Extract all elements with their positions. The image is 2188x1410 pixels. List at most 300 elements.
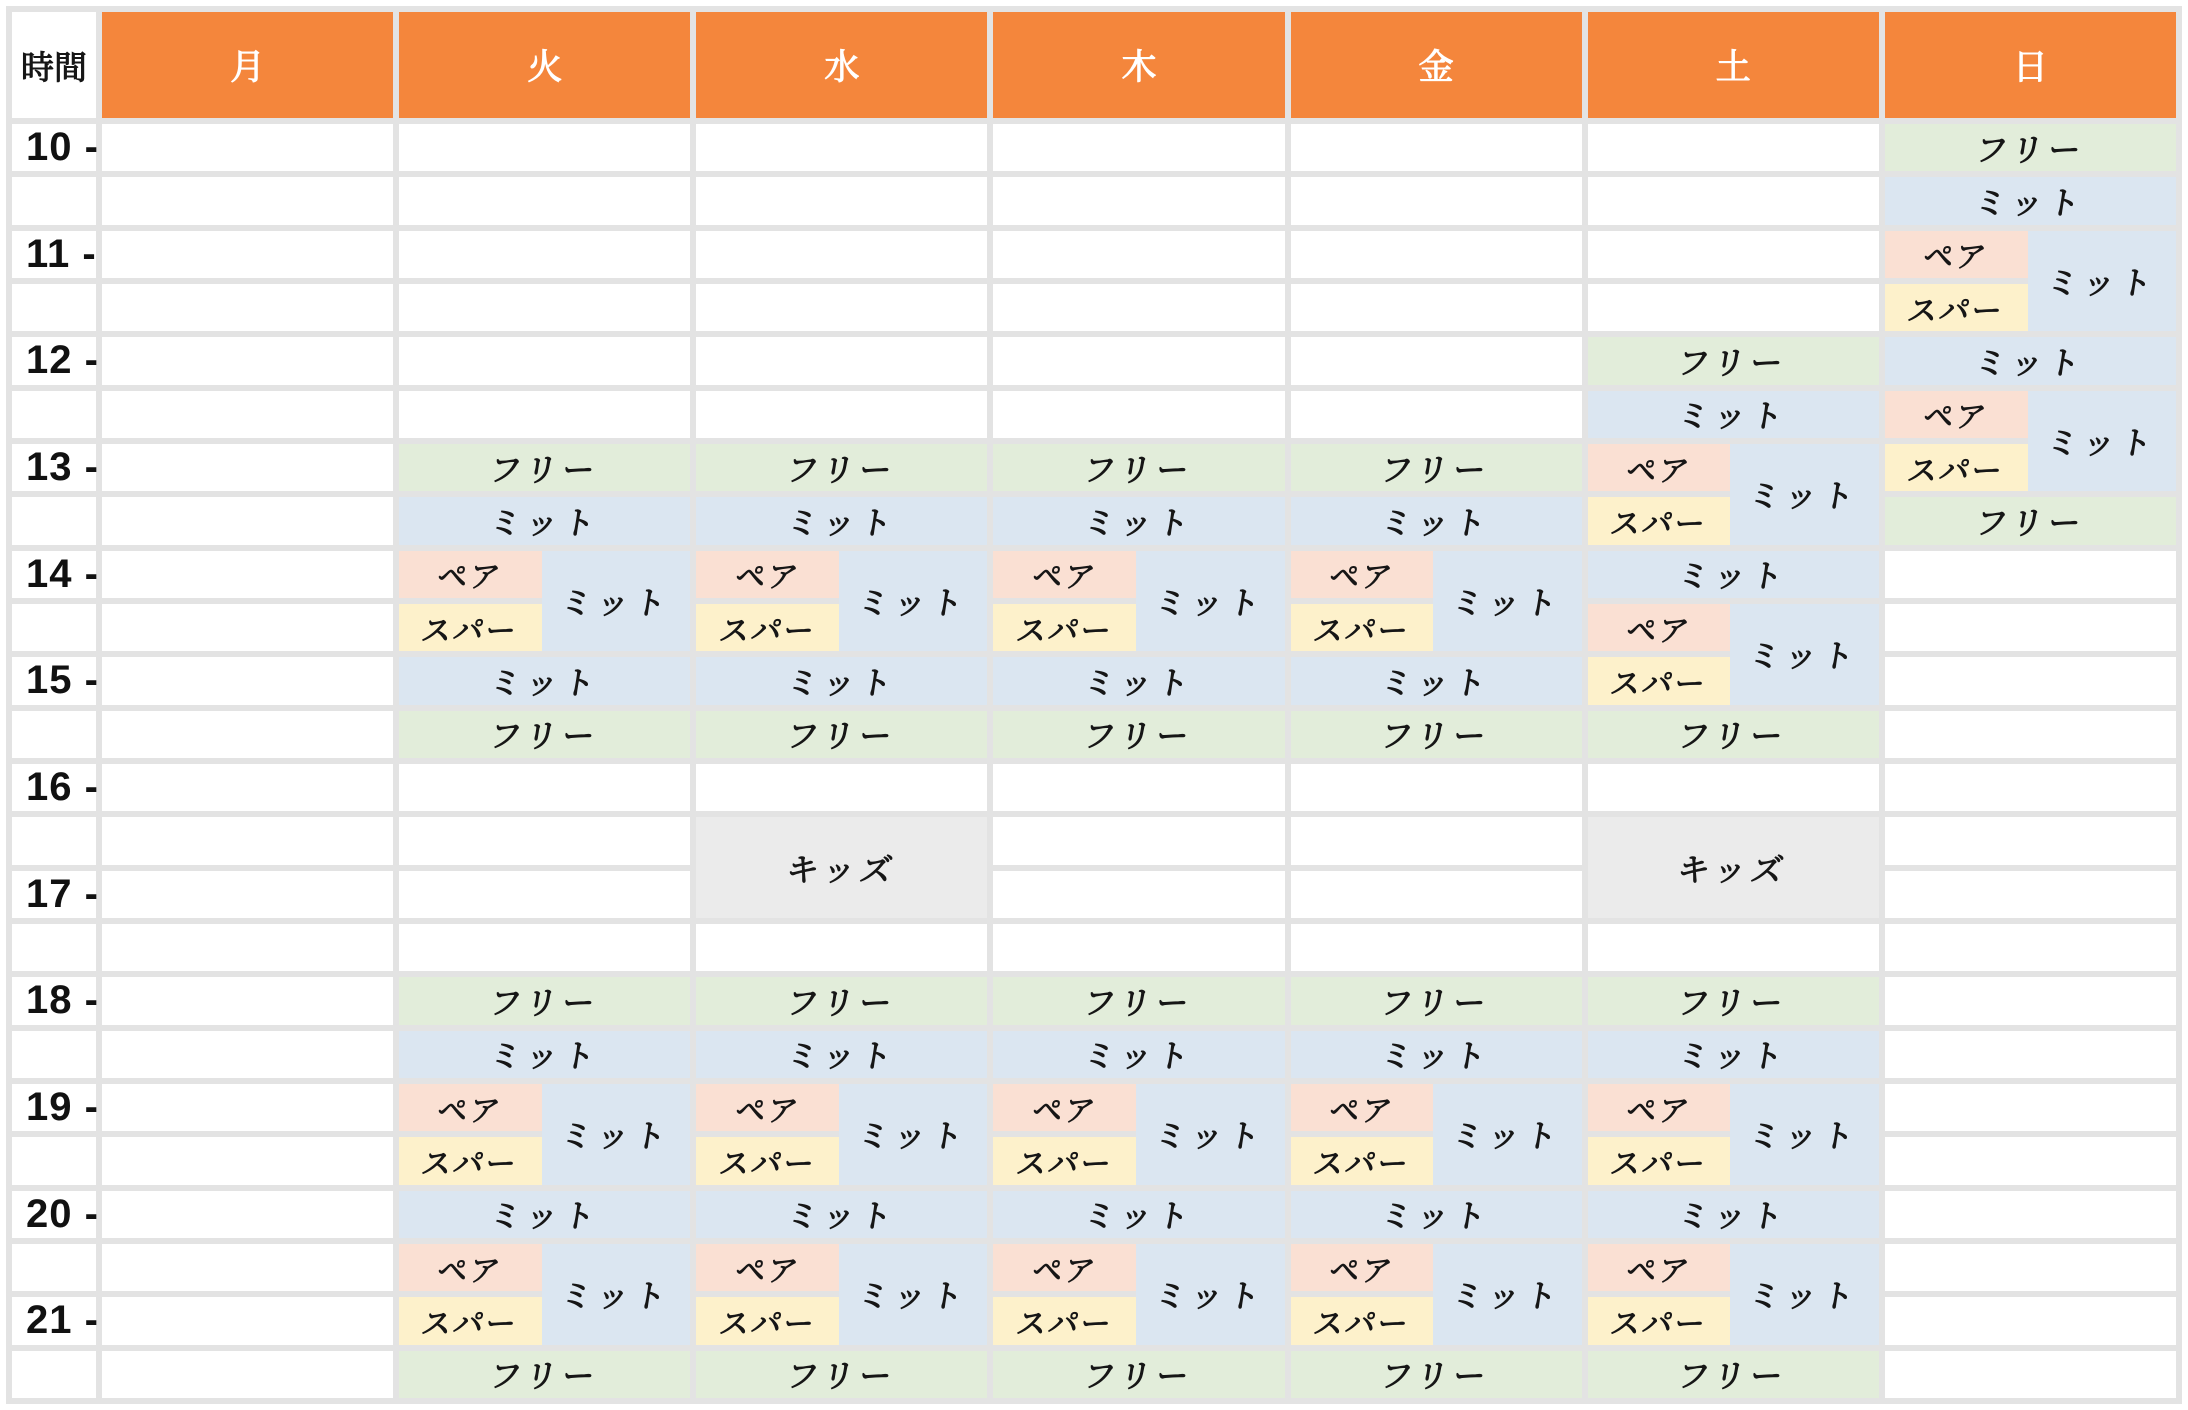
grid-cell xyxy=(696,337,987,384)
mitt-label: ミット xyxy=(854,1118,971,1155)
time-cell xyxy=(12,391,96,438)
mitt-label: ミット xyxy=(1449,1278,1566,1315)
spar-label: スパー xyxy=(419,614,521,648)
spar-label: スパー xyxy=(419,1307,521,1341)
spar-chip xyxy=(1291,604,1434,651)
grid-cell xyxy=(102,657,393,704)
mitt-label: ミット xyxy=(1674,1198,1791,1235)
event-mitt xyxy=(696,497,987,544)
time-cell xyxy=(12,817,96,864)
grid-cell xyxy=(1291,124,1582,171)
time-header: 時間 xyxy=(12,12,96,118)
spar-label: スパー xyxy=(716,614,818,648)
event-pair-spar xyxy=(399,1084,690,1185)
event-mitt xyxy=(1291,1031,1582,1078)
day-header: 土 xyxy=(1588,12,1879,118)
hour-label: 13 - xyxy=(26,445,99,490)
kids-label: キッズ xyxy=(1674,851,1791,888)
event-pair-spar xyxy=(696,551,987,652)
spar-label: スパー xyxy=(419,1147,521,1181)
event-free xyxy=(1885,124,2176,171)
event-free xyxy=(399,1351,690,1398)
spar-label: スパー xyxy=(1607,1147,1710,1181)
mitt-label: ミット xyxy=(486,1038,603,1075)
mitt-area xyxy=(1136,1244,1284,1345)
spar-label: スパー xyxy=(1013,614,1115,648)
free-label: フリー xyxy=(1080,984,1197,1021)
grid-cell xyxy=(1588,924,1879,971)
mitt-label: ミット xyxy=(1151,1278,1269,1315)
grid-cell xyxy=(993,231,1284,278)
grid-cell xyxy=(399,924,690,971)
spar-chip xyxy=(399,1137,542,1184)
grid-cell xyxy=(993,924,1284,971)
pair-label: ペア xyxy=(1029,1094,1099,1128)
pair-label: ペア xyxy=(1029,561,1099,595)
pair-label: ペア xyxy=(1623,614,1694,648)
event-pair-spar xyxy=(399,1244,690,1345)
event-free xyxy=(696,977,987,1024)
mitt-label: ミット xyxy=(557,584,674,621)
spar-chip xyxy=(1588,657,1731,704)
mitt-label: ミット xyxy=(854,584,971,621)
pair-chip xyxy=(993,1244,1136,1291)
mitt-label: ミット xyxy=(1151,1118,1269,1155)
event-mitt xyxy=(399,1031,690,1078)
grid-cell xyxy=(399,124,690,171)
mitt-area xyxy=(1136,1084,1284,1185)
event-free xyxy=(696,444,987,491)
pair-label: ペア xyxy=(1326,1254,1396,1288)
mitt-area xyxy=(542,1244,690,1345)
event-kids xyxy=(696,817,987,918)
grid-cell xyxy=(399,764,690,811)
free-label: フリー xyxy=(783,451,900,488)
grid-cell xyxy=(102,817,393,864)
event-pair-spar xyxy=(1885,391,2176,492)
grid-cell xyxy=(399,817,690,864)
free-label: フリー xyxy=(486,718,603,755)
grid-cell xyxy=(102,444,393,491)
mitt-label: ミット xyxy=(1080,504,1197,541)
event-mitt xyxy=(1588,391,1879,438)
event-free xyxy=(399,444,690,491)
event-free xyxy=(399,711,690,758)
event-pair-spar xyxy=(1588,1244,1879,1345)
event-mitt xyxy=(1291,657,1582,704)
grid-cell xyxy=(993,871,1284,918)
mitt-label: ミット xyxy=(1674,1038,1791,1075)
hour-label: 11 - xyxy=(26,231,97,276)
pair-label: ペア xyxy=(1623,1254,1694,1288)
event-pair-spar xyxy=(993,551,1284,652)
mitt-label: ミット xyxy=(783,664,900,701)
free-label: フリー xyxy=(1675,344,1791,381)
mitt-label: ミット xyxy=(486,1198,603,1235)
spar-chip xyxy=(1588,497,1731,544)
spar-chip xyxy=(993,604,1136,651)
mitt-label: ミット xyxy=(1746,478,1863,515)
mitt-area xyxy=(1730,604,1878,705)
pair-chip xyxy=(1588,1244,1731,1291)
grid-cell xyxy=(102,337,393,384)
grid-cell xyxy=(1885,1031,2176,1078)
mitt-label: ミット xyxy=(1377,504,1494,541)
grid-cell xyxy=(1291,871,1582,918)
event-pair-spar xyxy=(1291,1084,1582,1185)
pair-label: ペア xyxy=(1326,561,1396,595)
grid-cell xyxy=(399,231,690,278)
grid-cell xyxy=(1885,924,2176,971)
grid-cell xyxy=(1291,764,1582,811)
event-mitt xyxy=(1291,497,1582,544)
grid-cell xyxy=(696,284,987,331)
pair-label: ペア xyxy=(732,1254,802,1288)
event-mitt xyxy=(1588,551,1879,598)
free-label: フリー xyxy=(1972,504,2088,541)
grid-cell xyxy=(1291,177,1582,224)
grid-cell xyxy=(1588,177,1879,224)
event-pair-spar xyxy=(399,551,690,652)
hour-label: 17 - xyxy=(26,871,99,916)
day-header: 水 xyxy=(696,12,987,118)
pair-label: ペア xyxy=(1326,1094,1396,1128)
grid-cell xyxy=(696,924,987,971)
hour-label: 15 - xyxy=(26,658,99,703)
grid-cell xyxy=(1885,1297,2176,1344)
mitt-label: ミット xyxy=(1449,584,1566,621)
grid-cell xyxy=(1588,231,1879,278)
grid-cell xyxy=(696,177,987,224)
event-free xyxy=(1291,711,1582,758)
event-mitt xyxy=(1588,1031,1879,1078)
pair-chip xyxy=(1588,604,1731,651)
pair-chip xyxy=(696,1244,839,1291)
spar-chip xyxy=(1885,284,2028,331)
event-pair-spar xyxy=(696,1084,987,1185)
hour-label: 20 - xyxy=(26,1191,99,1236)
event-free xyxy=(1291,444,1582,491)
spar-chip xyxy=(399,1297,542,1344)
mitt-label: ミット xyxy=(1972,344,2089,381)
event-pair-spar xyxy=(1588,1084,1879,1185)
time-cell xyxy=(12,711,96,758)
grid-cell xyxy=(102,1191,393,1238)
grid-cell xyxy=(102,231,393,278)
mitt-label: ミット xyxy=(1377,1198,1494,1235)
free-label: フリー xyxy=(1378,451,1494,488)
pair-chip xyxy=(399,551,542,598)
mitt-area xyxy=(839,1084,987,1185)
grid-cell xyxy=(1885,551,2176,598)
mitt-area xyxy=(839,551,987,652)
grid-cell xyxy=(399,871,690,918)
grid-cell xyxy=(102,604,393,651)
event-free xyxy=(1291,977,1582,1024)
day-header: 木 xyxy=(993,12,1284,118)
spar-label: スパー xyxy=(716,1147,818,1181)
grid-cell xyxy=(399,284,690,331)
mitt-label: ミット xyxy=(2043,424,2160,461)
spar-chip xyxy=(696,604,839,651)
grid-cell xyxy=(399,177,690,224)
spar-chip xyxy=(1588,1297,1731,1344)
event-free xyxy=(399,977,690,1024)
mitt-label: ミット xyxy=(1080,664,1197,701)
event-mitt xyxy=(399,1191,690,1238)
grid-cell xyxy=(993,337,1284,384)
mitt-area xyxy=(1136,551,1284,652)
free-label: フリー xyxy=(1080,718,1197,755)
grid-cell xyxy=(993,124,1284,171)
grid-cell xyxy=(1291,924,1582,971)
grid-cell xyxy=(1885,1084,2176,1131)
mitt-area xyxy=(542,551,690,652)
free-label: フリー xyxy=(1378,718,1494,755)
pair-chip xyxy=(696,1084,839,1131)
time-cell xyxy=(12,1137,96,1184)
time-cell xyxy=(12,1351,96,1398)
event-free xyxy=(993,711,1284,758)
spar-label: スパー xyxy=(1310,1307,1412,1341)
pair-label: ペア xyxy=(1921,401,1991,435)
mitt-area xyxy=(1433,551,1581,652)
grid-cell xyxy=(1885,871,2176,918)
pair-label: ペア xyxy=(732,561,802,595)
pair-label: ペア xyxy=(1623,1094,1694,1128)
mitt-label: ミット xyxy=(557,1118,674,1155)
pair-label: ペア xyxy=(435,1254,505,1288)
event-mitt xyxy=(696,1031,987,1078)
event-mitt xyxy=(993,657,1284,704)
pair-chip xyxy=(1885,231,2028,278)
time-cell xyxy=(12,1031,96,1078)
pair-chip xyxy=(1588,444,1731,491)
event-mitt xyxy=(1885,177,2176,224)
grid-cell xyxy=(102,1031,393,1078)
grid-cell xyxy=(1291,817,1582,864)
time-cell xyxy=(12,284,96,331)
mitt-label: ミット xyxy=(854,1278,971,1315)
mitt-label: ミット xyxy=(1377,1038,1494,1075)
grid-cell xyxy=(102,711,393,758)
spar-chip xyxy=(1885,444,2028,491)
event-mitt xyxy=(993,497,1284,544)
event-mitt xyxy=(993,1031,1284,1078)
mitt-area xyxy=(1730,444,1878,545)
day-header: 日 xyxy=(1885,12,2176,118)
grid-cell xyxy=(102,1084,393,1131)
event-free xyxy=(696,1351,987,1398)
grid-cell xyxy=(1291,284,1582,331)
day-header: 金 xyxy=(1291,12,1582,118)
grid-cell xyxy=(993,764,1284,811)
event-kids xyxy=(1588,817,1879,918)
spar-label: スパー xyxy=(1310,614,1412,648)
grid-cell xyxy=(1885,977,2176,1024)
free-label: フリー xyxy=(783,718,900,755)
pair-chip xyxy=(1291,1084,1434,1131)
free-label: フリー xyxy=(486,1358,603,1395)
event-free xyxy=(993,977,1284,1024)
pair-chip xyxy=(993,551,1136,598)
event-free xyxy=(993,444,1284,491)
grid-cell xyxy=(1885,817,2176,864)
event-pair-spar xyxy=(696,1244,987,1345)
pair-chip xyxy=(993,1084,1136,1131)
time-cell xyxy=(12,1244,96,1291)
mitt-label: ミット xyxy=(486,504,603,541)
free-label: フリー xyxy=(1972,131,2088,168)
grid-cell xyxy=(993,177,1284,224)
mitt-label: ミット xyxy=(1972,184,2089,221)
mitt-label: ミット xyxy=(1674,558,1791,595)
event-pair-spar xyxy=(1885,231,2176,332)
grid-cell xyxy=(696,391,987,438)
event-pair-spar xyxy=(993,1244,1284,1345)
hour-label: 18 - xyxy=(26,978,99,1023)
grid-cell xyxy=(1885,711,2176,758)
hour-label: 10 - xyxy=(26,125,99,170)
grid-cell xyxy=(696,124,987,171)
grid-cell xyxy=(102,1244,393,1291)
grid-cell xyxy=(1885,657,2176,704)
mitt-label: ミット xyxy=(1746,1278,1863,1315)
spar-chip xyxy=(1588,1137,1731,1184)
free-label: フリー xyxy=(486,984,603,1021)
event-mitt xyxy=(1588,1191,1879,1238)
free-label: フリー xyxy=(1675,718,1791,755)
event-pair-spar xyxy=(1291,551,1582,652)
kids-label: キッズ xyxy=(783,851,900,888)
event-mitt xyxy=(696,657,987,704)
pair-label: ペア xyxy=(732,1094,802,1128)
free-label: フリー xyxy=(783,984,900,1021)
spar-chip xyxy=(696,1137,839,1184)
grid-cell xyxy=(399,391,690,438)
time-cell xyxy=(12,497,96,544)
event-free xyxy=(1588,711,1879,758)
time-cell xyxy=(12,177,96,224)
spar-label: スパー xyxy=(1905,294,2007,328)
event-pair-spar xyxy=(1291,1244,1582,1345)
grid-cell xyxy=(993,817,1284,864)
event-free xyxy=(1885,497,2176,544)
day-header: 月 xyxy=(102,12,393,118)
spar-label: スパー xyxy=(1013,1307,1115,1341)
grid-cell xyxy=(1885,1244,2176,1291)
mitt-label: ミット xyxy=(1080,1038,1197,1075)
event-pair-spar xyxy=(1588,604,1879,705)
pair-chip xyxy=(1291,1244,1434,1291)
mitt-area xyxy=(1730,1244,1878,1345)
event-free xyxy=(1588,337,1879,384)
mitt-label: ミット xyxy=(1746,1118,1863,1155)
grid-cell xyxy=(1291,231,1582,278)
spar-chip xyxy=(993,1297,1136,1344)
hour-label: 19 - xyxy=(26,1085,99,1130)
pair-chip xyxy=(1291,551,1434,598)
grid-cell xyxy=(102,764,393,811)
hour-label: 21 - xyxy=(26,1298,99,1343)
pair-chip xyxy=(696,551,839,598)
spar-label: スパー xyxy=(1013,1147,1115,1181)
event-free xyxy=(1291,1351,1582,1398)
grid-cell xyxy=(1885,604,2176,651)
pair-label: ペア xyxy=(1921,241,1991,275)
free-label: フリー xyxy=(1675,1358,1791,1395)
grid-cell xyxy=(102,551,393,598)
mitt-label: ミット xyxy=(1151,584,1269,621)
pair-chip xyxy=(399,1084,542,1131)
hour-label: 12 - xyxy=(26,338,99,383)
event-free xyxy=(1588,977,1879,1024)
grid-cell xyxy=(1588,284,1879,331)
grid-cell xyxy=(102,1137,393,1184)
mitt-label: ミット xyxy=(783,504,900,541)
event-free xyxy=(1588,1351,1879,1398)
grid-cell xyxy=(1588,764,1879,811)
spar-chip xyxy=(1291,1297,1434,1344)
grid-cell xyxy=(993,284,1284,331)
mitt-area xyxy=(2028,391,2176,492)
mitt-area xyxy=(1433,1084,1581,1185)
time-cell xyxy=(12,604,96,651)
event-free xyxy=(993,1351,1284,1398)
mitt-label: ミット xyxy=(1377,664,1494,701)
spar-label: スパー xyxy=(1607,507,1710,541)
event-mitt xyxy=(1885,337,2176,384)
grid-cell xyxy=(1588,124,1879,171)
grid-cell xyxy=(1885,1137,2176,1184)
event-mitt xyxy=(696,1191,987,1238)
pair-chip xyxy=(1588,1084,1731,1131)
spar-label: スパー xyxy=(1607,1307,1710,1341)
mitt-label: ミット xyxy=(2043,264,2160,301)
spar-chip xyxy=(993,1137,1136,1184)
spar-label: スパー xyxy=(1310,1147,1412,1181)
time-cell xyxy=(12,924,96,971)
mitt-label: ミット xyxy=(1449,1118,1566,1155)
free-label: フリー xyxy=(486,451,603,488)
pair-label: ペア xyxy=(1029,1254,1099,1288)
grid-cell xyxy=(1885,1351,2176,1398)
event-mitt xyxy=(993,1191,1284,1238)
grid-cell xyxy=(102,924,393,971)
mitt-area xyxy=(2028,231,2176,332)
mitt-area xyxy=(542,1084,690,1185)
mitt-area xyxy=(1730,1084,1878,1185)
grid-cell xyxy=(696,231,987,278)
free-label: フリー xyxy=(1080,451,1197,488)
grid-cell xyxy=(102,1297,393,1344)
pair-chip xyxy=(399,1244,542,1291)
event-pair-spar xyxy=(1588,444,1879,545)
grid-cell xyxy=(102,177,393,224)
grid-cell xyxy=(1291,391,1582,438)
schedule-table xyxy=(6,6,2182,1404)
grid-cell xyxy=(102,871,393,918)
grid-cell xyxy=(102,497,393,544)
pair-chip xyxy=(1885,391,2028,438)
grid-cell xyxy=(102,124,393,171)
grid-cell xyxy=(1291,337,1582,384)
grid-cell xyxy=(993,391,1284,438)
free-label: フリー xyxy=(1080,1358,1197,1395)
grid-cell xyxy=(102,391,393,438)
free-label: フリー xyxy=(783,1358,900,1395)
hour-label: 16 - xyxy=(26,765,99,810)
